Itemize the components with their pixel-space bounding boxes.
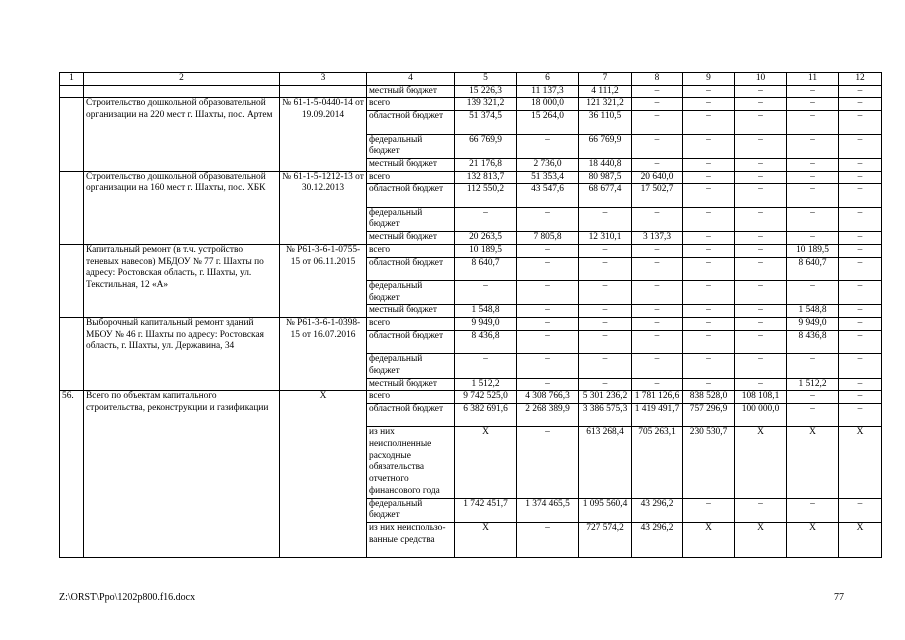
value-cell: 100 000,0: [735, 403, 787, 426]
value-cell: –: [517, 280, 579, 304]
column-header-7: 7: [579, 73, 632, 86]
value-cell: –: [455, 354, 517, 378]
funding-source: областной бюджет: [367, 111, 455, 134]
value-cell: –: [735, 330, 787, 353]
value-cell: –: [839, 378, 882, 391]
value-cell: –: [517, 427, 579, 498]
value-cell: –: [735, 305, 787, 318]
value-cell: Х: [735, 522, 787, 557]
value-cell: 1 512,2: [787, 378, 839, 391]
object-name: Строительство дошкольной образовательной организации на 220 мест г. Шахты, пос. Артем: [84, 98, 280, 171]
value-cell: –: [517, 305, 579, 318]
value-cell: –: [632, 111, 683, 134]
value-cell: –: [683, 318, 735, 331]
value-cell: –: [632, 354, 683, 378]
funding-source: областной бюджет: [367, 257, 455, 280]
table-row: [60, 244, 882, 257]
value-cell: 15 226,3: [455, 85, 517, 98]
value-cell: –: [787, 111, 839, 134]
value-cell: 80 987,5: [579, 171, 632, 184]
object-name: Всего по объектам капитального строительства, реконструкции и газификации: [84, 391, 280, 558]
value-cell: Х: [683, 522, 735, 557]
column-header-10: 10: [735, 73, 787, 86]
funding-source: федеральный бюджет: [367, 354, 455, 378]
value-cell: Х: [787, 522, 839, 557]
funding-source: местный бюджет: [367, 305, 455, 318]
document-number: № 61-1-5-1212-13 от 30.12.2013: [280, 171, 367, 244]
value-cell: –: [579, 280, 632, 304]
value-cell: –: [787, 403, 839, 426]
value-cell: –: [683, 85, 735, 98]
value-cell: –: [839, 330, 882, 353]
value-cell: –: [517, 134, 579, 158]
value-cell: –: [579, 330, 632, 353]
funding-source: из них неисполненные расходные обязательства отчетного финансового года: [367, 427, 455, 498]
funding-source: областной бюджет: [367, 403, 455, 426]
value-cell: 1 742 451,7: [455, 498, 517, 522]
value-cell: –: [632, 207, 683, 231]
value-cell: –: [839, 232, 882, 245]
document-number: Х: [280, 391, 367, 558]
value-cell: 11 137,3: [517, 85, 579, 98]
value-cell: –: [517, 522, 579, 557]
value-cell: 230 530,7: [683, 427, 735, 498]
document-number: № Р61-3-6-1-0755-15 от 06.11.2015: [280, 244, 367, 317]
value-cell: –: [735, 85, 787, 98]
value-cell: –: [787, 498, 839, 522]
value-cell: –: [683, 330, 735, 353]
value-cell: –: [787, 280, 839, 304]
value-cell: Х: [455, 522, 517, 557]
value-cell: 10 189,5: [787, 244, 839, 257]
value-cell: –: [839, 498, 882, 522]
object-name: Выборочный капитальный ремонт зданий МБОУ № 46 г. Шахты по адресу: Ростовская область, г. Шахты, ул. Державина, 34: [84, 318, 280, 391]
value-cell: –: [683, 134, 735, 158]
document-number: [280, 85, 367, 98]
value-cell: 66 769,9: [579, 134, 632, 158]
value-cell: –: [839, 134, 882, 158]
value-cell: 1 781 126,6: [632, 391, 683, 404]
value-cell: –: [839, 403, 882, 426]
value-cell: 121 321,2: [579, 98, 632, 111]
value-cell: Х: [839, 427, 882, 498]
value-cell: 1 548,8: [787, 305, 839, 318]
table-row: [60, 391, 882, 404]
funding-source: из них неиспользо-ванные средства: [367, 522, 455, 557]
value-cell: –: [517, 378, 579, 391]
value-cell: –: [632, 305, 683, 318]
value-cell: 838 528,0: [683, 391, 735, 404]
value-cell: –: [735, 232, 787, 245]
funding-source: всего: [367, 391, 455, 404]
budget-table: [59, 72, 882, 558]
value-cell: 705 263,1: [632, 427, 683, 498]
value-cell: –: [579, 207, 632, 231]
funding-source: местный бюджет: [367, 158, 455, 171]
value-cell: –: [787, 134, 839, 158]
value-cell: –: [683, 354, 735, 378]
value-cell: 17 502,7: [632, 184, 683, 207]
value-cell: 1 374 465,5: [517, 498, 579, 522]
funding-source: федеральный бюджет: [367, 134, 455, 158]
value-cell: –: [735, 111, 787, 134]
value-cell: –: [787, 207, 839, 231]
value-cell: 9 949,0: [787, 318, 839, 331]
value-cell: 2 268 389,9: [517, 403, 579, 426]
value-cell: –: [839, 207, 882, 231]
value-cell: –: [632, 330, 683, 353]
value-cell: 51 374,5: [455, 111, 517, 134]
value-cell: 20 640,0: [632, 171, 683, 184]
value-cell: 727 574,2: [579, 522, 632, 557]
value-cell: –: [839, 111, 882, 134]
value-cell: –: [683, 111, 735, 134]
value-cell: 139 321,2: [455, 98, 517, 111]
value-cell: 43 547,6: [517, 184, 579, 207]
value-cell: 4 111,2: [579, 85, 632, 98]
value-cell: 3 137,3: [632, 232, 683, 245]
object-name: Капитальный ремонт (в т.ч. устройство теневых навесов) МБДОУ № 77 г. Шахты по адресу: Ростовская область, г. Шахты, ул. Текстильная, 12 «А»: [84, 244, 280, 317]
row-number: [60, 85, 84, 98]
value-cell: –: [839, 318, 882, 331]
value-cell: –: [579, 354, 632, 378]
value-cell: –: [839, 98, 882, 111]
value-cell: –: [735, 257, 787, 280]
object-name: [84, 85, 280, 98]
value-cell: 5 301 236,2: [579, 391, 632, 404]
column-header-2: 2: [84, 73, 280, 86]
column-header-12: 12: [839, 73, 882, 86]
funding-source: местный бюджет: [367, 232, 455, 245]
value-cell: –: [579, 244, 632, 257]
funding-source: федеральный бюджет: [367, 280, 455, 304]
row-number: [60, 244, 84, 317]
value-cell: 9 742 525,0: [455, 391, 517, 404]
value-cell: 8 640,7: [455, 257, 517, 280]
value-cell: 1 548,8: [455, 305, 517, 318]
value-cell: 18 440,8: [579, 158, 632, 171]
value-cell: –: [517, 244, 579, 257]
value-cell: 3 386 575,3: [579, 403, 632, 426]
value-cell: –: [683, 257, 735, 280]
funding-source: местный бюджет: [367, 85, 455, 98]
funding-source: всего: [367, 171, 455, 184]
value-cell: 10 189,5: [455, 244, 517, 257]
value-cell: –: [683, 207, 735, 231]
value-cell: 1 512,2: [455, 378, 517, 391]
value-cell: –: [735, 318, 787, 331]
value-cell: –: [683, 158, 735, 171]
document-number: № 61-1-5-0440-14 от 19.09.2014: [280, 98, 367, 171]
value-cell: –: [839, 184, 882, 207]
value-cell: –: [683, 378, 735, 391]
value-cell: –: [632, 158, 683, 171]
value-cell: –: [632, 98, 683, 111]
value-cell: –: [455, 207, 517, 231]
value-cell: –: [735, 171, 787, 184]
value-cell: 132 813,7: [455, 171, 517, 184]
value-cell: Х: [735, 427, 787, 498]
value-cell: 15 264,0: [517, 111, 579, 134]
value-cell: Х: [455, 427, 517, 498]
funding-source: всего: [367, 244, 455, 257]
value-cell: –: [787, 391, 839, 404]
value-cell: –: [683, 498, 735, 522]
value-cell: –: [632, 318, 683, 331]
funding-source: всего: [367, 98, 455, 111]
value-cell: –: [735, 184, 787, 207]
value-cell: –: [839, 244, 882, 257]
value-cell: –: [735, 158, 787, 171]
value-cell: –: [455, 280, 517, 304]
value-cell: –: [839, 171, 882, 184]
row-number: [60, 318, 84, 391]
value-cell: –: [632, 257, 683, 280]
column-header-11: 11: [787, 73, 839, 86]
footer-page-number: 77: [834, 592, 844, 603]
value-cell: –: [517, 207, 579, 231]
funding-source: местный бюджет: [367, 378, 455, 391]
value-cell: 1 419 491,7: [632, 403, 683, 426]
value-cell: –: [839, 280, 882, 304]
value-cell: –: [683, 232, 735, 245]
value-cell: –: [683, 244, 735, 257]
value-cell: –: [787, 184, 839, 207]
funding-source: областной бюджет: [367, 184, 455, 207]
value-cell: –: [517, 330, 579, 353]
column-header-5: 5: [455, 73, 517, 86]
value-cell: 9 949,0: [455, 318, 517, 331]
value-cell: –: [579, 318, 632, 331]
funding-source: федеральный бюджет: [367, 207, 455, 231]
value-cell: –: [683, 184, 735, 207]
value-cell: 4 308 766,3: [517, 391, 579, 404]
value-cell: –: [787, 98, 839, 111]
column-header-3: 3: [280, 73, 367, 86]
value-cell: 7 805,8: [517, 232, 579, 245]
value-cell: 18 000,0: [517, 98, 579, 111]
value-cell: 8 436,8: [455, 330, 517, 353]
value-cell: 12 310,1: [579, 232, 632, 245]
column-header-4: 4: [367, 73, 455, 86]
table-row: [60, 98, 882, 111]
value-cell: 1 095 560,4: [579, 498, 632, 522]
document-number: № Р61-3-6-1-0398-15 от 16.07.2016: [280, 318, 367, 391]
row-number: [60, 171, 84, 244]
value-cell: –: [735, 280, 787, 304]
value-cell: 66 769,9: [455, 134, 517, 158]
value-cell: –: [632, 85, 683, 98]
table-row: [60, 171, 882, 184]
value-cell: 20 263,5: [455, 232, 517, 245]
funding-source: областной бюджет: [367, 330, 455, 353]
value-cell: Х: [839, 522, 882, 557]
value-cell: –: [839, 354, 882, 378]
value-cell: –: [683, 98, 735, 111]
column-header-8: 8: [632, 73, 683, 86]
footer-file-path: Z:\ORST\Ppo\1202p800.f16.docx: [59, 592, 196, 603]
value-cell: 613 268,4: [579, 427, 632, 498]
value-cell: –: [839, 85, 882, 98]
value-cell: –: [632, 280, 683, 304]
value-cell: –: [839, 305, 882, 318]
value-cell: –: [787, 232, 839, 245]
value-cell: –: [735, 98, 787, 111]
value-cell: 108 108,1: [735, 391, 787, 404]
table-row: [60, 318, 882, 331]
value-cell: 36 110,5: [579, 111, 632, 134]
value-cell: –: [735, 134, 787, 158]
column-header-9: 9: [683, 73, 735, 86]
value-cell: Х: [787, 427, 839, 498]
table-row: [60, 85, 882, 98]
value-cell: 757 296,9: [683, 403, 735, 426]
value-cell: –: [579, 257, 632, 280]
value-cell: –: [839, 158, 882, 171]
header-row: [60, 73, 882, 86]
value-cell: –: [632, 378, 683, 391]
value-cell: –: [735, 244, 787, 257]
value-cell: –: [517, 354, 579, 378]
value-cell: –: [839, 257, 882, 280]
value-cell: –: [683, 305, 735, 318]
value-cell: 51 353,4: [517, 171, 579, 184]
funding-source: всего: [367, 318, 455, 331]
value-cell: –: [787, 158, 839, 171]
column-header-1: 1: [60, 73, 84, 86]
value-cell: –: [517, 257, 579, 280]
column-header-6: 6: [517, 73, 579, 86]
value-cell: –: [735, 207, 787, 231]
row-number: [60, 98, 84, 171]
value-cell: 6 382 691,6: [455, 403, 517, 426]
value-cell: –: [735, 378, 787, 391]
value-cell: 8 436,8: [787, 330, 839, 353]
value-cell: 43 296,2: [632, 522, 683, 557]
value-cell: –: [787, 171, 839, 184]
value-cell: –: [632, 244, 683, 257]
value-cell: 112 550,2: [455, 184, 517, 207]
value-cell: –: [579, 305, 632, 318]
value-cell: 43 296,2: [632, 498, 683, 522]
value-cell: –: [787, 354, 839, 378]
value-cell: –: [735, 354, 787, 378]
value-cell: 8 640,7: [787, 257, 839, 280]
value-cell: –: [579, 378, 632, 391]
value-cell: –: [632, 134, 683, 158]
object-name: Строительство дошкольной образовательной организации на 160 мест г. Шахты, пос. ХБК: [84, 171, 280, 244]
value-cell: –: [517, 318, 579, 331]
value-cell: –: [683, 280, 735, 304]
value-cell: –: [839, 391, 882, 404]
value-cell: 21 176,8: [455, 158, 517, 171]
value-cell: –: [735, 498, 787, 522]
value-cell: 68 677,4: [579, 184, 632, 207]
funding-source: федеральный бюджет: [367, 498, 455, 522]
value-cell: –: [787, 85, 839, 98]
value-cell: 2 736,0: [517, 158, 579, 171]
value-cell: –: [683, 171, 735, 184]
row-number: 56.: [60, 391, 84, 558]
